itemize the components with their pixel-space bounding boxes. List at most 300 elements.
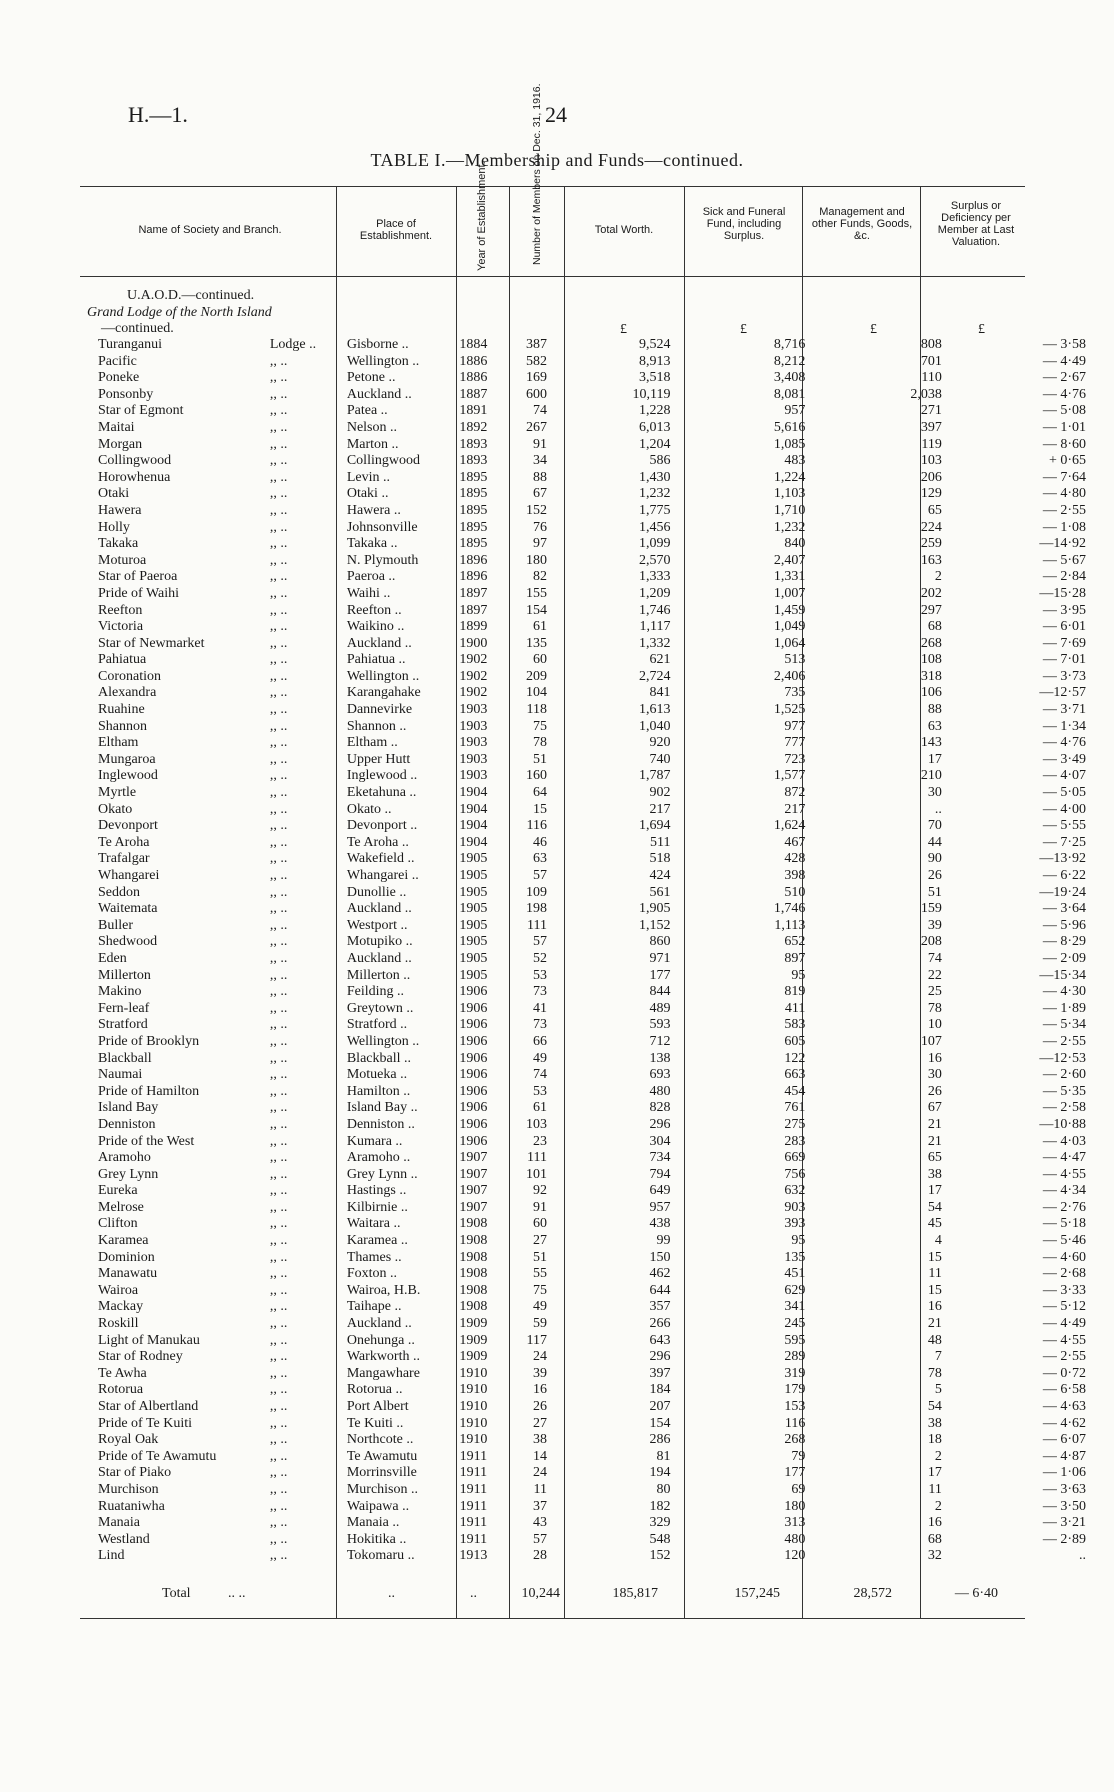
total-worth: 6,013 xyxy=(639,419,671,435)
lodge-type: ,, .. xyxy=(269,1199,288,1215)
management-fund: 10 xyxy=(927,1017,942,1033)
management-fund: 38 xyxy=(927,1166,942,1182)
year-established: 1907 xyxy=(459,1199,488,1215)
year-established: 1913 xyxy=(459,1548,488,1564)
total-dots: .. xyxy=(388,1586,395,1601)
total-worth: 644 xyxy=(649,1282,671,1298)
member-count: 38 xyxy=(532,1432,547,1448)
member-count: 34 xyxy=(532,453,547,469)
branch-name: Eltham xyxy=(98,735,139,751)
management-fund: 26 xyxy=(927,1083,942,1099)
sick-fund: 1,049 xyxy=(773,619,806,635)
table-row xyxy=(80,1349,1114,1366)
branch-name: Lind xyxy=(98,1548,125,1564)
branch-name: Roskill xyxy=(98,1316,139,1332)
total-worth: 10,119 xyxy=(632,386,671,402)
sick-fund: 8,716 xyxy=(773,337,806,352)
header-worth: Total Worth. xyxy=(594,224,654,236)
place-name: Reefton .. xyxy=(346,602,402,618)
total-worth: 643 xyxy=(649,1332,671,1348)
branch-name: Blackball xyxy=(98,1050,152,1066)
lodge-type: ,, .. xyxy=(269,851,288,867)
management-fund: 16 xyxy=(927,1515,942,1531)
member-count: 101 xyxy=(525,1166,547,1182)
total-worth: 1,204 xyxy=(639,436,671,452)
total-worth: 480 xyxy=(649,1083,671,1099)
management-fund: 38 xyxy=(927,1415,942,1431)
member-count: 60 xyxy=(532,1216,547,1232)
member-count: 61 xyxy=(532,1100,547,1116)
table-row xyxy=(80,1532,1114,1549)
year-established: 1895 xyxy=(459,536,488,552)
place-name: Port Albert xyxy=(346,1399,409,1414)
table-row xyxy=(80,354,1114,371)
lodge-type: ,, .. xyxy=(269,1365,288,1381)
sick-fund: 1,525 xyxy=(773,702,806,718)
total-worth: 1,152 xyxy=(639,917,671,933)
table-row xyxy=(80,1432,1114,1449)
lodge-type: ,, .. xyxy=(269,917,288,933)
surplus-deficiency: — 6·58 xyxy=(1042,1382,1086,1398)
total-worth: 1,613 xyxy=(639,702,671,718)
table-row xyxy=(80,1150,1114,1167)
branch-name: Moturoa xyxy=(98,552,147,568)
member-count: 155 xyxy=(525,585,547,601)
branch-name: Clifton xyxy=(98,1216,138,1232)
total-worth: 1,430 xyxy=(639,469,671,485)
lodge-type: ,, .. xyxy=(269,702,288,718)
sick-fund: 632 xyxy=(784,1183,806,1199)
place-name: Auckland .. xyxy=(346,1316,412,1332)
surplus-deficiency: — 0·72 xyxy=(1042,1365,1086,1381)
header-surplus: Surplus or Deficiency per Member at Last Valuation. xyxy=(937,200,1015,248)
member-count: 111 xyxy=(526,1150,547,1166)
year-established: 1906 xyxy=(459,1100,488,1116)
branch-name: Pahiatua xyxy=(98,652,147,668)
management-fund: 44 xyxy=(927,834,942,850)
header-mgmt: Management and other Funds, Goods, &c. xyxy=(811,206,913,242)
sick-fund: 69 xyxy=(791,1481,806,1497)
place-name: Eketahuna .. xyxy=(346,785,417,801)
sick-fund: 3,408 xyxy=(773,370,806,386)
branch-name: Pride of Hamilton xyxy=(98,1083,200,1099)
lodge-type: ,, .. xyxy=(269,934,288,950)
sick-fund: 79 xyxy=(791,1448,806,1464)
sick-fund: 398 xyxy=(784,868,806,883)
total-worth: 621 xyxy=(649,652,671,668)
place-name: Karamea .. xyxy=(346,1233,408,1249)
header-place: Place of Establishment. xyxy=(359,218,433,242)
sick-fund: 483 xyxy=(784,453,806,469)
place-name: Nelson .. xyxy=(346,419,398,435)
place-name: Te Kuiti .. xyxy=(346,1415,404,1431)
surplus-deficiency: — 2·55 xyxy=(1042,1349,1086,1365)
table-row xyxy=(80,1067,1114,1084)
lodge-type: ,, .. xyxy=(269,967,288,983)
branch-name: Karamea xyxy=(98,1233,149,1249)
lodge-type: ,, .. xyxy=(269,785,288,801)
place-name: Johnsonville xyxy=(346,519,418,535)
table-row xyxy=(80,1399,1114,1416)
management-fund: 63 xyxy=(927,718,942,734)
table-row xyxy=(80,337,1114,354)
lodge-type: ,, .. xyxy=(269,1100,288,1116)
branch-name: Wairoa xyxy=(98,1282,139,1298)
branch-name: Eureka xyxy=(98,1183,138,1199)
table-row xyxy=(80,885,1114,902)
management-fund: 5 xyxy=(934,1382,942,1398)
member-count: 109 xyxy=(525,884,547,900)
branch-name: Star of Egmont xyxy=(98,403,184,419)
member-count: 27 xyxy=(532,1415,547,1431)
lodge-type: ,, .. xyxy=(269,668,288,684)
management-fund: 88 xyxy=(927,702,942,718)
surplus-deficiency: — 3·95 xyxy=(1042,602,1086,618)
branch-name: Ponsonby xyxy=(98,386,154,402)
surplus-deficiency: — 4·47 xyxy=(1042,1150,1086,1166)
year-established: 1902 xyxy=(459,652,488,668)
place-name: Hamilton .. xyxy=(346,1083,411,1099)
sick-fund: 393 xyxy=(784,1216,806,1232)
sick-fund: 217 xyxy=(784,801,806,817)
sick-fund: 1,224 xyxy=(773,469,806,485)
total-worth: 182 xyxy=(649,1498,671,1514)
surplus-deficiency: — 7·25 xyxy=(1042,834,1086,850)
total-worth: 2,724 xyxy=(639,668,671,684)
total-worth: 860 xyxy=(649,934,671,950)
sick-fund: 341 xyxy=(784,1299,806,1315)
table-row xyxy=(80,370,1114,387)
table-row xyxy=(80,1183,1114,1200)
management-fund: 202 xyxy=(920,585,942,601)
sick-fund: 120 xyxy=(784,1548,806,1564)
total-dots: .. xyxy=(470,1586,477,1601)
sick-fund: 723 xyxy=(784,751,806,767)
lodge-type: ,, .. xyxy=(269,1183,288,1199)
total-worth: 184 xyxy=(649,1382,671,1398)
table-row xyxy=(80,1034,1114,1051)
lodge-type: ,, .. xyxy=(269,453,288,469)
surplus-deficiency: — 4·30 xyxy=(1042,984,1086,1000)
management-fund: 15 xyxy=(927,1282,942,1298)
member-count: 16 xyxy=(532,1382,547,1398)
surplus-deficiency: — 5·35 xyxy=(1042,1083,1086,1099)
lodge-type: ,, .. xyxy=(269,602,288,618)
branch-name: Maitai xyxy=(98,419,135,435)
management-fund: 39 xyxy=(927,917,942,933)
branch-name: Morgan xyxy=(98,436,143,452)
surplus-deficiency: —14·92 xyxy=(1039,536,1086,552)
surplus-deficiency: — 5·05 xyxy=(1042,785,1086,801)
table-row xyxy=(80,486,1114,503)
sick-fund: 180 xyxy=(784,1498,806,1514)
sick-fund: 897 xyxy=(784,950,806,966)
group-continued: —continued. xyxy=(101,321,174,337)
surplus-deficiency: — 3·71 xyxy=(1042,702,1086,718)
member-count: 57 xyxy=(532,1531,547,1547)
place-name: Auckland .. xyxy=(346,635,412,651)
member-count: 63 xyxy=(532,851,547,867)
sick-fund: 1,113 xyxy=(774,917,806,933)
year-established: 1903 xyxy=(459,768,488,784)
surplus-deficiency: — 5·34 xyxy=(1042,1017,1086,1033)
year-established: 1905 xyxy=(459,884,488,900)
total-worth: 1,232 xyxy=(639,486,671,502)
year-established: 1909 xyxy=(459,1316,488,1332)
total-worth: 150 xyxy=(649,1249,671,1265)
lodge-type: ,, .. xyxy=(269,1083,288,1099)
place-name: Hokitika .. xyxy=(346,1531,407,1547)
table-row xyxy=(80,1250,1114,1267)
year-established: 1907 xyxy=(459,1150,488,1166)
surplus-deficiency: — 2·67 xyxy=(1042,370,1086,386)
year-established: 1895 xyxy=(459,486,488,502)
management-fund: 119 xyxy=(921,436,942,452)
member-count: 387 xyxy=(525,337,547,352)
surplus-deficiency: —13·92 xyxy=(1039,851,1086,867)
branch-name: Devonport xyxy=(98,818,158,834)
branch-name: Royal Oak xyxy=(98,1432,159,1448)
place-name: Gisborne .. xyxy=(346,337,409,352)
place-name: Morrinsville xyxy=(346,1465,417,1481)
table-bottom-rule xyxy=(80,1618,1025,1619)
place-name: Auckland .. xyxy=(346,901,412,917)
lodge-type: ,, .. xyxy=(269,1133,288,1149)
year-established: 1905 xyxy=(459,851,488,867)
lodge-type: ,, .. xyxy=(269,1531,288,1547)
branch-name: Mackay xyxy=(98,1299,144,1315)
table-row xyxy=(80,752,1114,769)
total-worth: 1,228 xyxy=(639,403,671,419)
table-row xyxy=(80,802,1114,819)
place-name: Auckland .. xyxy=(346,386,412,402)
year-established: 1884 xyxy=(459,337,488,352)
table-row xyxy=(80,934,1114,951)
total-worth: 9,524 xyxy=(639,337,671,352)
lodge-type: ,, .. xyxy=(269,1216,288,1232)
place-name: Okato .. xyxy=(346,801,392,817)
lodge-type: ,, .. xyxy=(269,552,288,568)
year-established: 1905 xyxy=(459,950,488,966)
branch-name: Turanganui xyxy=(98,337,163,352)
year-established: 1899 xyxy=(459,619,488,635)
place-name: Waipawa .. xyxy=(346,1498,410,1514)
sick-fund: 840 xyxy=(784,536,806,552)
management-fund: 11 xyxy=(928,1481,942,1497)
lodge-type: ,, .. xyxy=(269,818,288,834)
sick-fund: 283 xyxy=(784,1133,806,1149)
member-count: 74 xyxy=(532,403,547,419)
lodge-type: ,, .. xyxy=(269,419,288,435)
total-worth: 357 xyxy=(649,1299,671,1315)
place-name: Grey Lynn .. xyxy=(346,1166,418,1182)
lodge-type: ,, .. xyxy=(269,1332,288,1348)
year-established: 1911 xyxy=(459,1481,488,1497)
member-count: 53 xyxy=(532,967,547,983)
surplus-deficiency: —15·34 xyxy=(1039,967,1086,983)
member-count: 74 xyxy=(532,1067,547,1083)
place-name: Kumara .. xyxy=(346,1133,403,1149)
surplus-deficiency: —15·28 xyxy=(1039,585,1086,601)
management-fund: 7 xyxy=(934,1349,942,1365)
management-fund: 68 xyxy=(927,1531,942,1547)
branch-name: Pride of Te Kuiti xyxy=(98,1415,193,1431)
member-count: 11 xyxy=(533,1481,547,1497)
lodge-type: ,, .. xyxy=(269,635,288,651)
management-fund: 2 xyxy=(934,1498,942,1514)
page-number: 24 xyxy=(545,102,567,127)
total-worth: 1,787 xyxy=(639,768,671,784)
total-worth: 185,817 xyxy=(612,1586,658,1601)
branch-name: Aramoho xyxy=(98,1150,151,1166)
sick-fund: 777 xyxy=(784,735,806,751)
table-row xyxy=(80,1515,1114,1532)
year-established: 1904 xyxy=(459,834,488,850)
management-fund: 78 xyxy=(927,1365,942,1381)
management-fund: 108 xyxy=(920,652,942,668)
surplus-deficiency: — 4·34 xyxy=(1042,1183,1086,1199)
branch-name: Pride of Waihi xyxy=(98,585,180,601)
year-established: 1906 xyxy=(459,1083,488,1099)
member-count: 75 xyxy=(532,1282,547,1298)
currency-marker-worth: £ xyxy=(620,322,627,337)
lodge-type: ,, .. xyxy=(269,519,288,535)
management-fund: 90 xyxy=(927,851,942,867)
member-count: 582 xyxy=(525,353,547,369)
total-mgmt: 28,572 xyxy=(853,1586,892,1601)
lodge-type: ,, .. xyxy=(269,1382,288,1398)
management-fund: 297 xyxy=(920,602,942,618)
surplus-deficiency: — 6·01 xyxy=(1042,619,1086,635)
surplus-deficiency: — 4·63 xyxy=(1042,1399,1086,1414)
surplus-deficiency: —12·53 xyxy=(1039,1050,1086,1066)
place-name: Rotorua .. xyxy=(346,1382,403,1398)
sick-fund: 8,081 xyxy=(773,386,806,402)
table-row xyxy=(80,951,1114,968)
management-fund: 45 xyxy=(927,1216,942,1232)
table-row xyxy=(80,735,1114,752)
surplus-deficiency: .. xyxy=(1079,1548,1086,1564)
place-name: Karangahake xyxy=(346,685,421,701)
table-row xyxy=(80,1283,1114,1300)
management-fund: 21 xyxy=(927,1116,942,1132)
surplus-deficiency: — 4·07 xyxy=(1042,768,1086,784)
total-worth: 296 xyxy=(649,1349,671,1365)
lodge-type: ,, .. xyxy=(269,801,288,817)
table-row xyxy=(80,1017,1114,1034)
management-fund: 18 xyxy=(927,1432,942,1448)
place-name: Hawera .. xyxy=(346,502,401,518)
branch-name: Rotorua xyxy=(98,1382,144,1398)
table-row xyxy=(80,1200,1114,1217)
table-row xyxy=(80,1416,1114,1433)
surplus-deficiency: — 2·09 xyxy=(1042,950,1086,966)
membership-table xyxy=(80,337,1114,1565)
branch-name: Star of Newmarket xyxy=(98,635,205,651)
surplus-deficiency: — 1·01 xyxy=(1042,419,1086,435)
place-name: Waihi .. xyxy=(346,585,391,601)
table-row xyxy=(80,387,1114,404)
lodge-type: ,, .. xyxy=(269,685,288,701)
sick-fund: 669 xyxy=(784,1150,806,1166)
sick-fund: 2,406 xyxy=(773,668,806,684)
management-fund: 163 xyxy=(920,552,942,568)
branch-name: Pride of the West xyxy=(98,1133,195,1149)
place-name: Taihape .. xyxy=(346,1299,402,1315)
lodge-type: ,, .. xyxy=(269,901,288,917)
year-established: 1902 xyxy=(459,685,488,701)
total-worth: 8,913 xyxy=(639,353,671,369)
management-fund: 110 xyxy=(921,370,942,386)
branch-name: Trafalgar xyxy=(98,851,150,867)
management-fund: 70 xyxy=(927,818,942,834)
place-name: Greytown .. xyxy=(346,1000,414,1016)
table-row xyxy=(80,1316,1114,1333)
year-established: 1907 xyxy=(459,1183,488,1199)
total-worth: 207 xyxy=(649,1399,671,1414)
surplus-deficiency: — 3·58 xyxy=(1042,337,1086,352)
member-count: 55 xyxy=(532,1266,547,1282)
surplus-deficiency: — 4·55 xyxy=(1042,1332,1086,1348)
branch-name: Grey Lynn xyxy=(98,1166,159,1182)
sick-fund: 819 xyxy=(784,984,806,1000)
total-members: 10,244 xyxy=(521,1586,560,1601)
management-fund: 17 xyxy=(927,1183,942,1199)
table-row xyxy=(80,669,1114,686)
lodge-type: ,, .. xyxy=(269,718,288,734)
member-count: 26 xyxy=(532,1399,547,1414)
lodge-type: ,, .. xyxy=(269,536,288,552)
total-worth: 194 xyxy=(649,1465,671,1481)
branch-name: Pride of Te Awamutu xyxy=(98,1448,217,1464)
lodge-type: ,, .. xyxy=(269,1432,288,1448)
lodge-type: ,, .. xyxy=(269,884,288,900)
total-worth: 177 xyxy=(649,967,671,983)
sick-fund: 1,085 xyxy=(773,436,806,452)
lodge-type: ,, .. xyxy=(269,1282,288,1298)
surplus-deficiency: — 3·64 xyxy=(1042,901,1086,917)
total-worth: 548 xyxy=(649,1531,671,1547)
surplus-deficiency: — 5·67 xyxy=(1042,552,1086,568)
member-count: 117 xyxy=(526,1332,547,1348)
year-established: 1906 xyxy=(459,1067,488,1083)
place-name: Millerton .. xyxy=(346,967,411,983)
sick-fund: 289 xyxy=(784,1349,806,1365)
table-row xyxy=(80,702,1114,719)
table-row xyxy=(80,1449,1114,1466)
place-name: Tokomaru .. xyxy=(346,1548,415,1564)
branch-name: Ruahine xyxy=(98,702,145,718)
sick-fund: 122 xyxy=(784,1050,806,1066)
lodge-type: ,, .. xyxy=(269,1017,288,1033)
sick-fund: 245 xyxy=(784,1316,806,1332)
member-count: 209 xyxy=(525,668,547,684)
sick-fund: 957 xyxy=(784,403,806,419)
member-count: 78 xyxy=(532,735,547,751)
lodge-type: ,, .. xyxy=(269,834,288,850)
sick-fund: 1,624 xyxy=(773,818,806,834)
branch-name: Te Awha xyxy=(98,1365,147,1381)
surplus-deficiency: — 5·08 xyxy=(1042,403,1086,419)
year-established: 1909 xyxy=(459,1349,488,1365)
lodge-type: ,, .. xyxy=(269,1166,288,1182)
place-name: Eltham .. xyxy=(346,735,398,751)
sick-fund: 467 xyxy=(784,834,806,850)
place-name: Wellington .. xyxy=(346,1033,420,1049)
lodge-type: ,, .. xyxy=(269,1448,288,1464)
management-fund: 48 xyxy=(927,1332,942,1348)
lodge-type: ,, .. xyxy=(269,619,288,635)
